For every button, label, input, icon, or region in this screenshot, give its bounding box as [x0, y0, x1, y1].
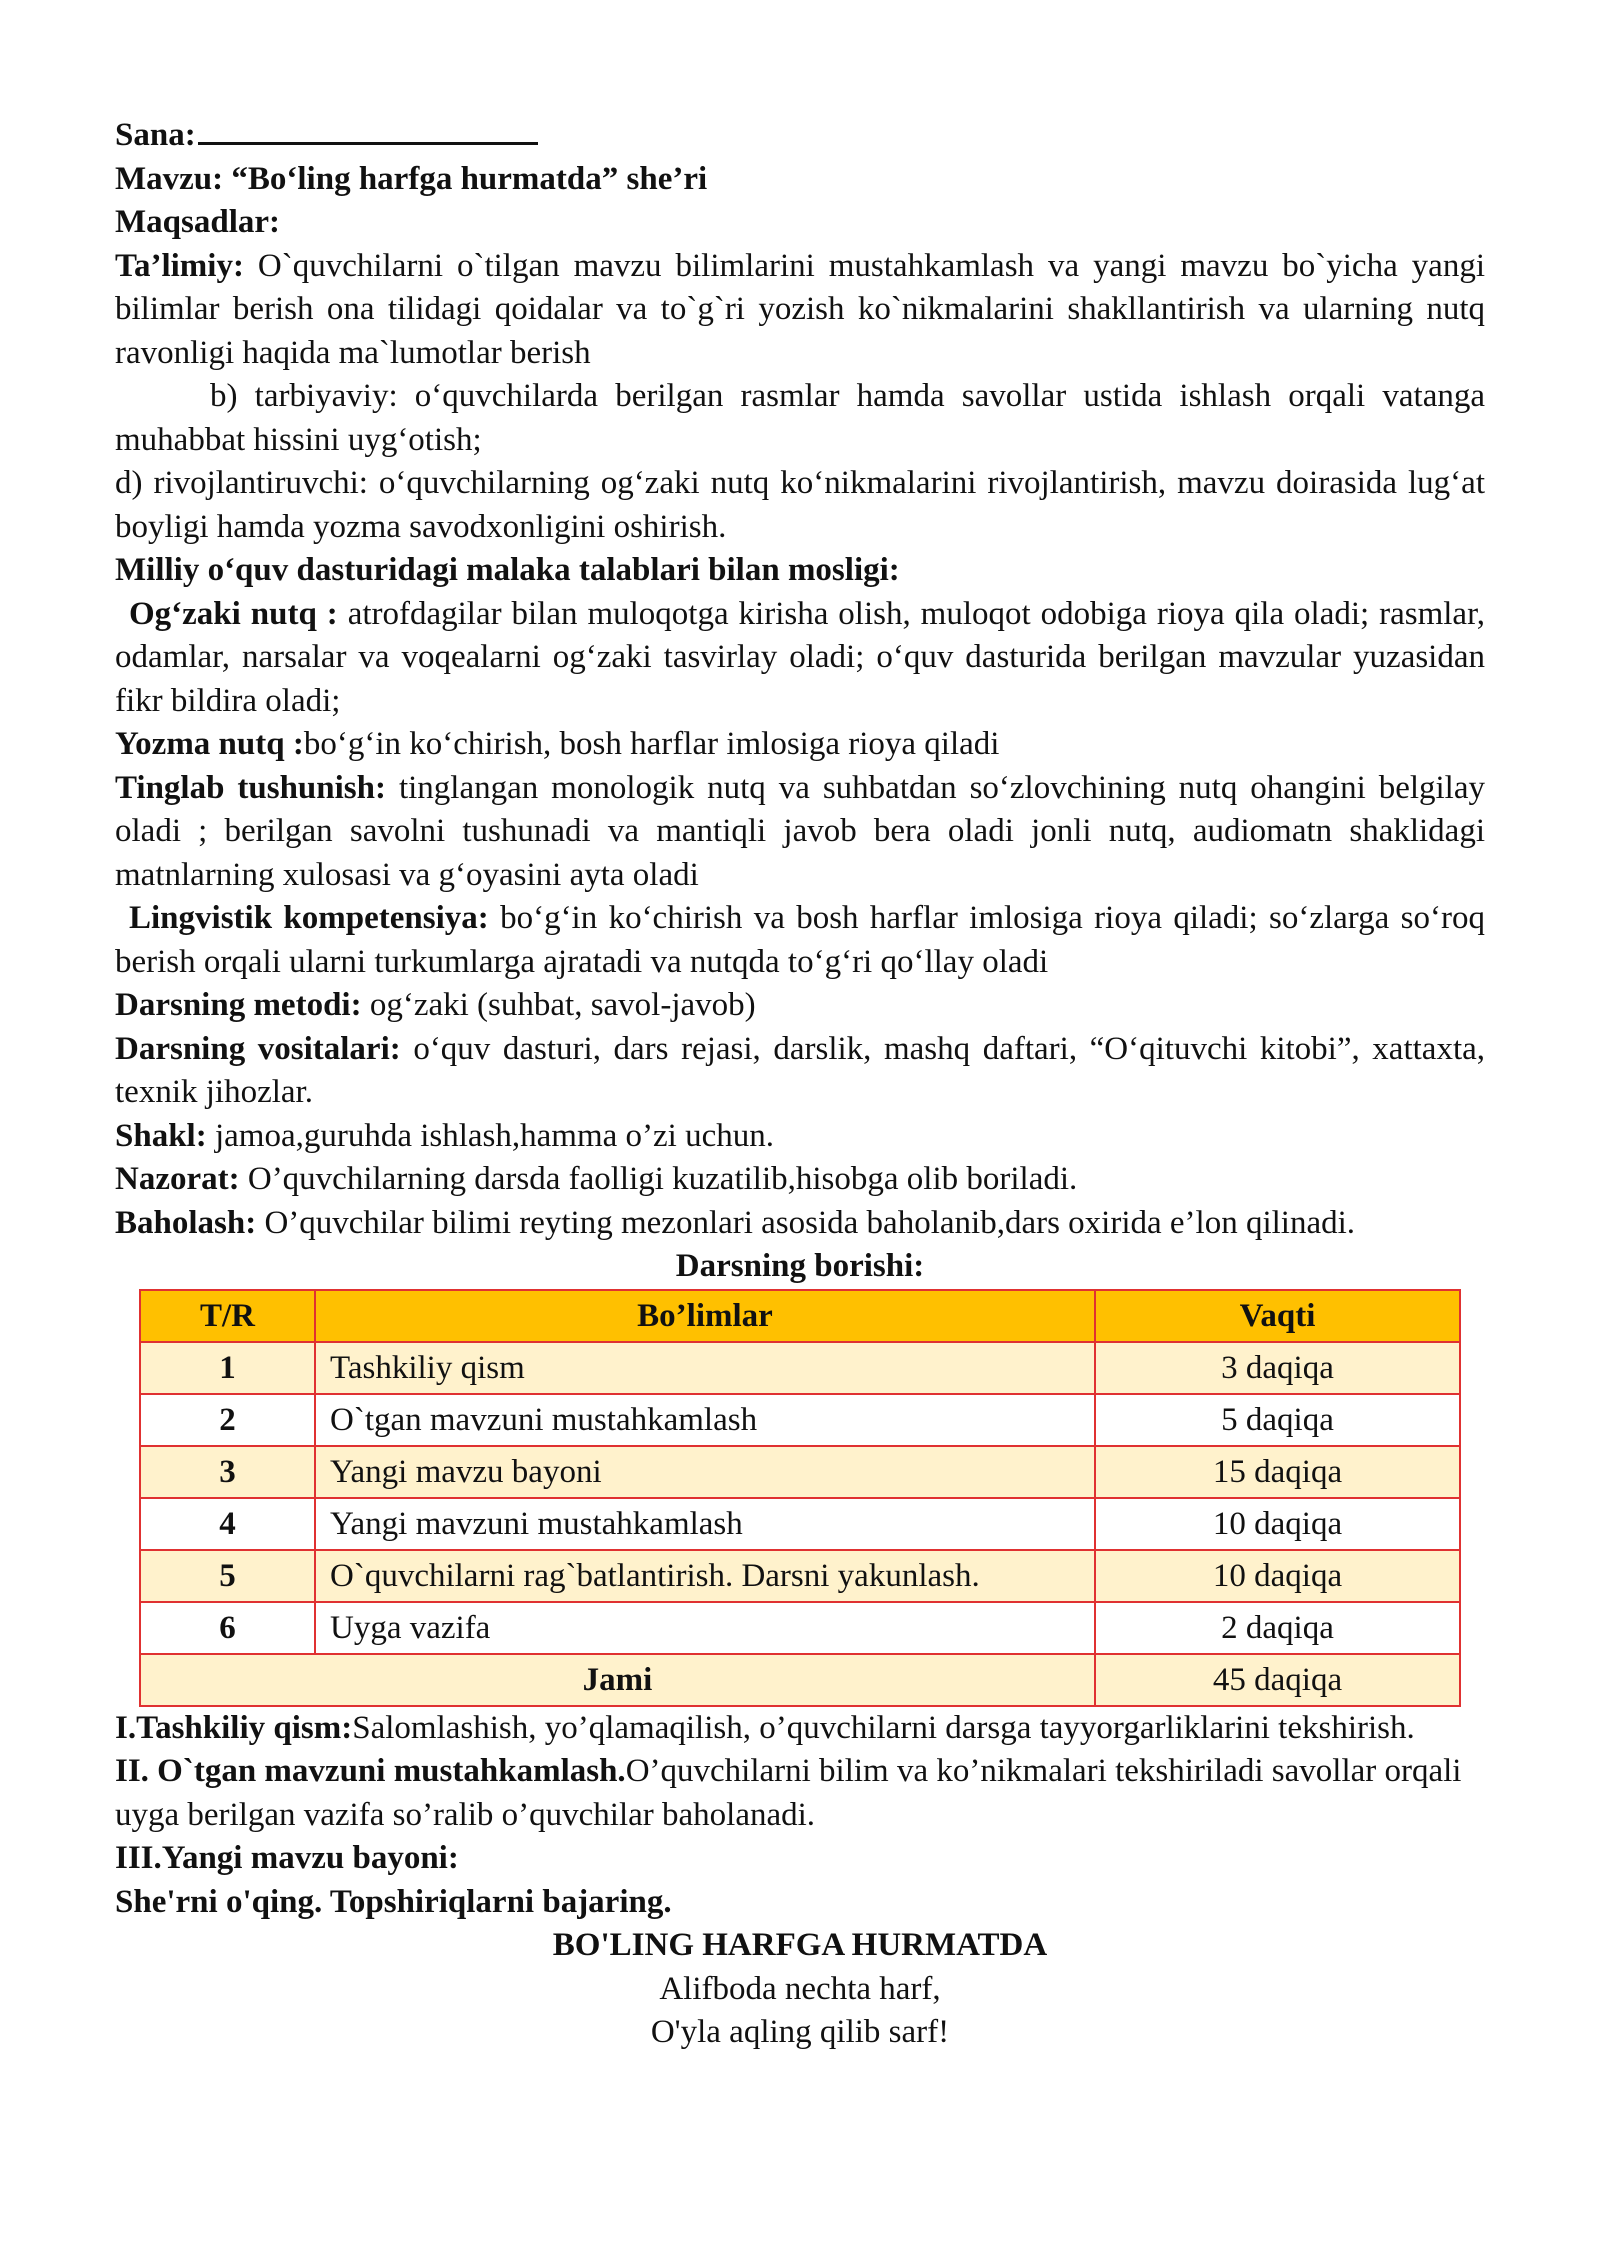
- row-number: 6: [140, 1602, 315, 1654]
- poem-title: BO'LING HARFGA HURMATDA: [552, 1927, 1048, 1963]
- mavzu-line: [115, 158, 1485, 202]
- table-row: [140, 1498, 1460, 1550]
- table-header-row: [140, 1290, 1460, 1342]
- header-tr: T/R: [140, 1290, 315, 1342]
- shakl-text: jamoa,guruhda ishlash,hamma o’zi uchun.: [206, 1117, 774, 1154]
- sana-blank: [198, 114, 538, 145]
- lingvistik-label: Lingvistik kompetensiya:: [129, 900, 489, 936]
- tinglab-label: Tinglab tushunish:: [115, 769, 386, 806]
- table-row: [140, 1550, 1460, 1602]
- task-instruction: She'rni o'qing. Topshiriqlarni bajaring.: [115, 1883, 672, 1920]
- yozma-label: Yozma nutq :: [115, 726, 304, 762]
- row-time: 2 daqiqa: [1095, 1602, 1460, 1654]
- poem-line: O'yla aqling qilib sarf!: [650, 2014, 950, 2050]
- table-row: [140, 1342, 1460, 1394]
- ogzaki-paragraph: [115, 593, 1485, 724]
- metodi-text: og‘zaki (suhbat, savol-javob): [361, 987, 756, 1023]
- tinglab-paragraph: [115, 767, 1485, 898]
- row-time: 10 daqiqa: [1095, 1498, 1460, 1550]
- total-time: 45 daqiqa: [1095, 1654, 1460, 1706]
- row-number: 5: [140, 1550, 315, 1602]
- stage-3-heading: III.Yangi mavzu bayoni:: [115, 1840, 459, 1876]
- yozma-paragraph: [115, 723, 1485, 767]
- row-number: 4: [140, 1498, 315, 1550]
- nazorat-paragraph: [115, 1158, 1485, 1202]
- header-time: Vaqti: [1095, 1290, 1460, 1342]
- row-time: 10 daqiqa: [1095, 1550, 1460, 1602]
- vositalari-label: Darsning vositalari:: [115, 1030, 401, 1067]
- stage-1-label: I.Tashkiliy qism:: [115, 1709, 353, 1746]
- vositalari-paragraph: [115, 1028, 1485, 1115]
- table-row: [140, 1394, 1460, 1446]
- rivojlantiruvchi-paragraph: d) rivojlantiruvchi: o‘quvchilarning og‘zaki nutq ko‘nikmalarini rivojlantirish, mavzu doirasida lug‘at boyligi hamda yozma savodxonligini oshirish.: [115, 465, 1485, 545]
- table-row: [140, 1602, 1460, 1654]
- lesson-plan-page: [115, 114, 1485, 2055]
- baholash-text: O’quvchilar bilimi reyting mezonlari asosida baholanib,dars oxirida e’lon qilinadi.: [256, 1204, 1356, 1241]
- mavzu-label: Mavzu:: [115, 160, 224, 197]
- lingvistik-paragraph: [115, 897, 1485, 984]
- row-section: Yangi mavzuni mustahkamlash: [315, 1498, 1095, 1550]
- talimiy-text: O`quvchilarni o`tilgan mavzu bilimlarini mustahkamlash va yangi mavzu bo`yicha yangi bilimlar berish ona tilidagi qoidalar va to`g`ri yozish ko`nikmalarini shakllantirish va ularning nutq ravonligi haqida ma`lumotlar berish: [115, 247, 1485, 371]
- row-section: O`tgan mavzuni mustahkamlash: [315, 1394, 1095, 1446]
- header-sections: Bo’limlar: [315, 1290, 1095, 1342]
- maqsadlar-heading: Maqsadlar:: [115, 204, 280, 240]
- ogzaki-label: Og‘zaki nutq :: [129, 595, 338, 632]
- standards-heading: Milliy o‘quv dasturidagi malaka talablari bilan mosligi:: [115, 552, 900, 588]
- stage-1-paragraph: [115, 1707, 1485, 1751]
- tarbiyaviy-paragraph: b) tarbiyaviy: o‘quvchilarda berilgan rasmlar hamda savollar ustida ishlash orqali vatanga muhabbat hissini uyg‘otish;: [115, 378, 1485, 458]
- mavzu-value: “Bo‘ling harfga hurmatda” she’ri: [231, 160, 708, 197]
- table-row: [140, 1446, 1460, 1498]
- row-number: 2: [140, 1394, 315, 1446]
- poem-line: Alifboda nechta harf,: [659, 1970, 941, 2007]
- nazorat-text: O’quvchilarning darsda faolligi kuzatilib,hisobga olib boriladi.: [239, 1161, 1078, 1197]
- baholash-paragraph: [115, 1202, 1485, 1246]
- row-section: Yangi mavzu bayoni: [315, 1446, 1095, 1498]
- talimiy-label: Ta’limiy:: [115, 247, 244, 284]
- ogzaki-text: atrofdagilar bilan muloqotga kirisha olish, muloqot odobiga rioya qila oladi; rasmlar, odamlar, narsalar va voqealarni og‘zaki tasvirlay oladi; o‘quv dasturida berilgan mavzular yuzasidan fikr bildira oladi;: [115, 595, 1485, 719]
- baholash-label: Baholash:: [115, 1204, 257, 1241]
- table-total-row: [140, 1654, 1460, 1706]
- stage-1-text: Salomlashish, yo’qlamaqilish, o’quvchilarni darsga tayyorgarliklarini tekshirish.: [352, 1709, 1415, 1746]
- metodi-paragraph: [115, 984, 1485, 1028]
- row-section: O`quvchilarni rag`batlantirish. Darsni yakunlash.: [315, 1550, 1095, 1602]
- vositalari-text: o‘quv dasturi, dars rejasi, darslik, mashq daftari, “O‘qituvchi kitobi”, xattaxta, texnik jihozlar.: [115, 1030, 1486, 1110]
- stage-2-paragraph: [115, 1750, 1485, 1837]
- shakl-label: Shakl:: [115, 1117, 207, 1154]
- row-number: 3: [140, 1446, 315, 1498]
- talimiy-paragraph: [115, 245, 1485, 376]
- lingvistik-text: bo‘g‘in ko‘chirish va bosh harflar imlosiga rioya qiladi; so‘zlarga so‘roq berish orqali ularni turkumlarga ajratadi va nutqda to‘g‘ri qo‘llay oladi: [115, 900, 1485, 980]
- metodi-label: Darsning metodi:: [115, 987, 362, 1023]
- shakl-paragraph: [115, 1115, 1485, 1159]
- stage-2-text: O’quvchilarni bilim va ko’nikmalari tekshiriladi savollar orqali uyga berilgan vazifa so’ralib o’quvchilar baholanadi.: [115, 1753, 1462, 1833]
- plan-title: Darsning borishi:: [675, 1248, 925, 1284]
- stage-2-label: II. O`tgan mavzuni mustahkamlash.: [115, 1753, 626, 1789]
- sana-line: [115, 114, 1485, 158]
- tinglab-text: tinglangan monologik nutq va suhbatdan so‘zlovchining nutq ohangini belgilay oladi ; berilgan savolni tushunadi va mantiqli javob bera oladi jonli nutq, audiomatn shaklidagi matnlarning xulosasi va g‘oyasini ayta oladi: [115, 769, 1485, 893]
- nazorat-label: Nazorat:: [115, 1161, 240, 1197]
- row-time: 5 daqiqa: [1095, 1394, 1460, 1446]
- row-section: Uyga vazifa: [315, 1602, 1095, 1654]
- row-time: 15 daqiqa: [1095, 1446, 1460, 1498]
- row-section: Tashkiliy qism: [315, 1342, 1095, 1394]
- row-time: 3 daqiqa: [1095, 1342, 1460, 1394]
- sana-label: Sana:: [115, 117, 196, 153]
- lesson-plan-table: [139, 1289, 1461, 1707]
- yozma-text: bo‘g‘in ko‘chirish, bosh harflar imlosiga rioya qiladi: [303, 726, 1000, 762]
- row-number: 1: [140, 1342, 315, 1394]
- total-label: Jami: [140, 1654, 1095, 1706]
